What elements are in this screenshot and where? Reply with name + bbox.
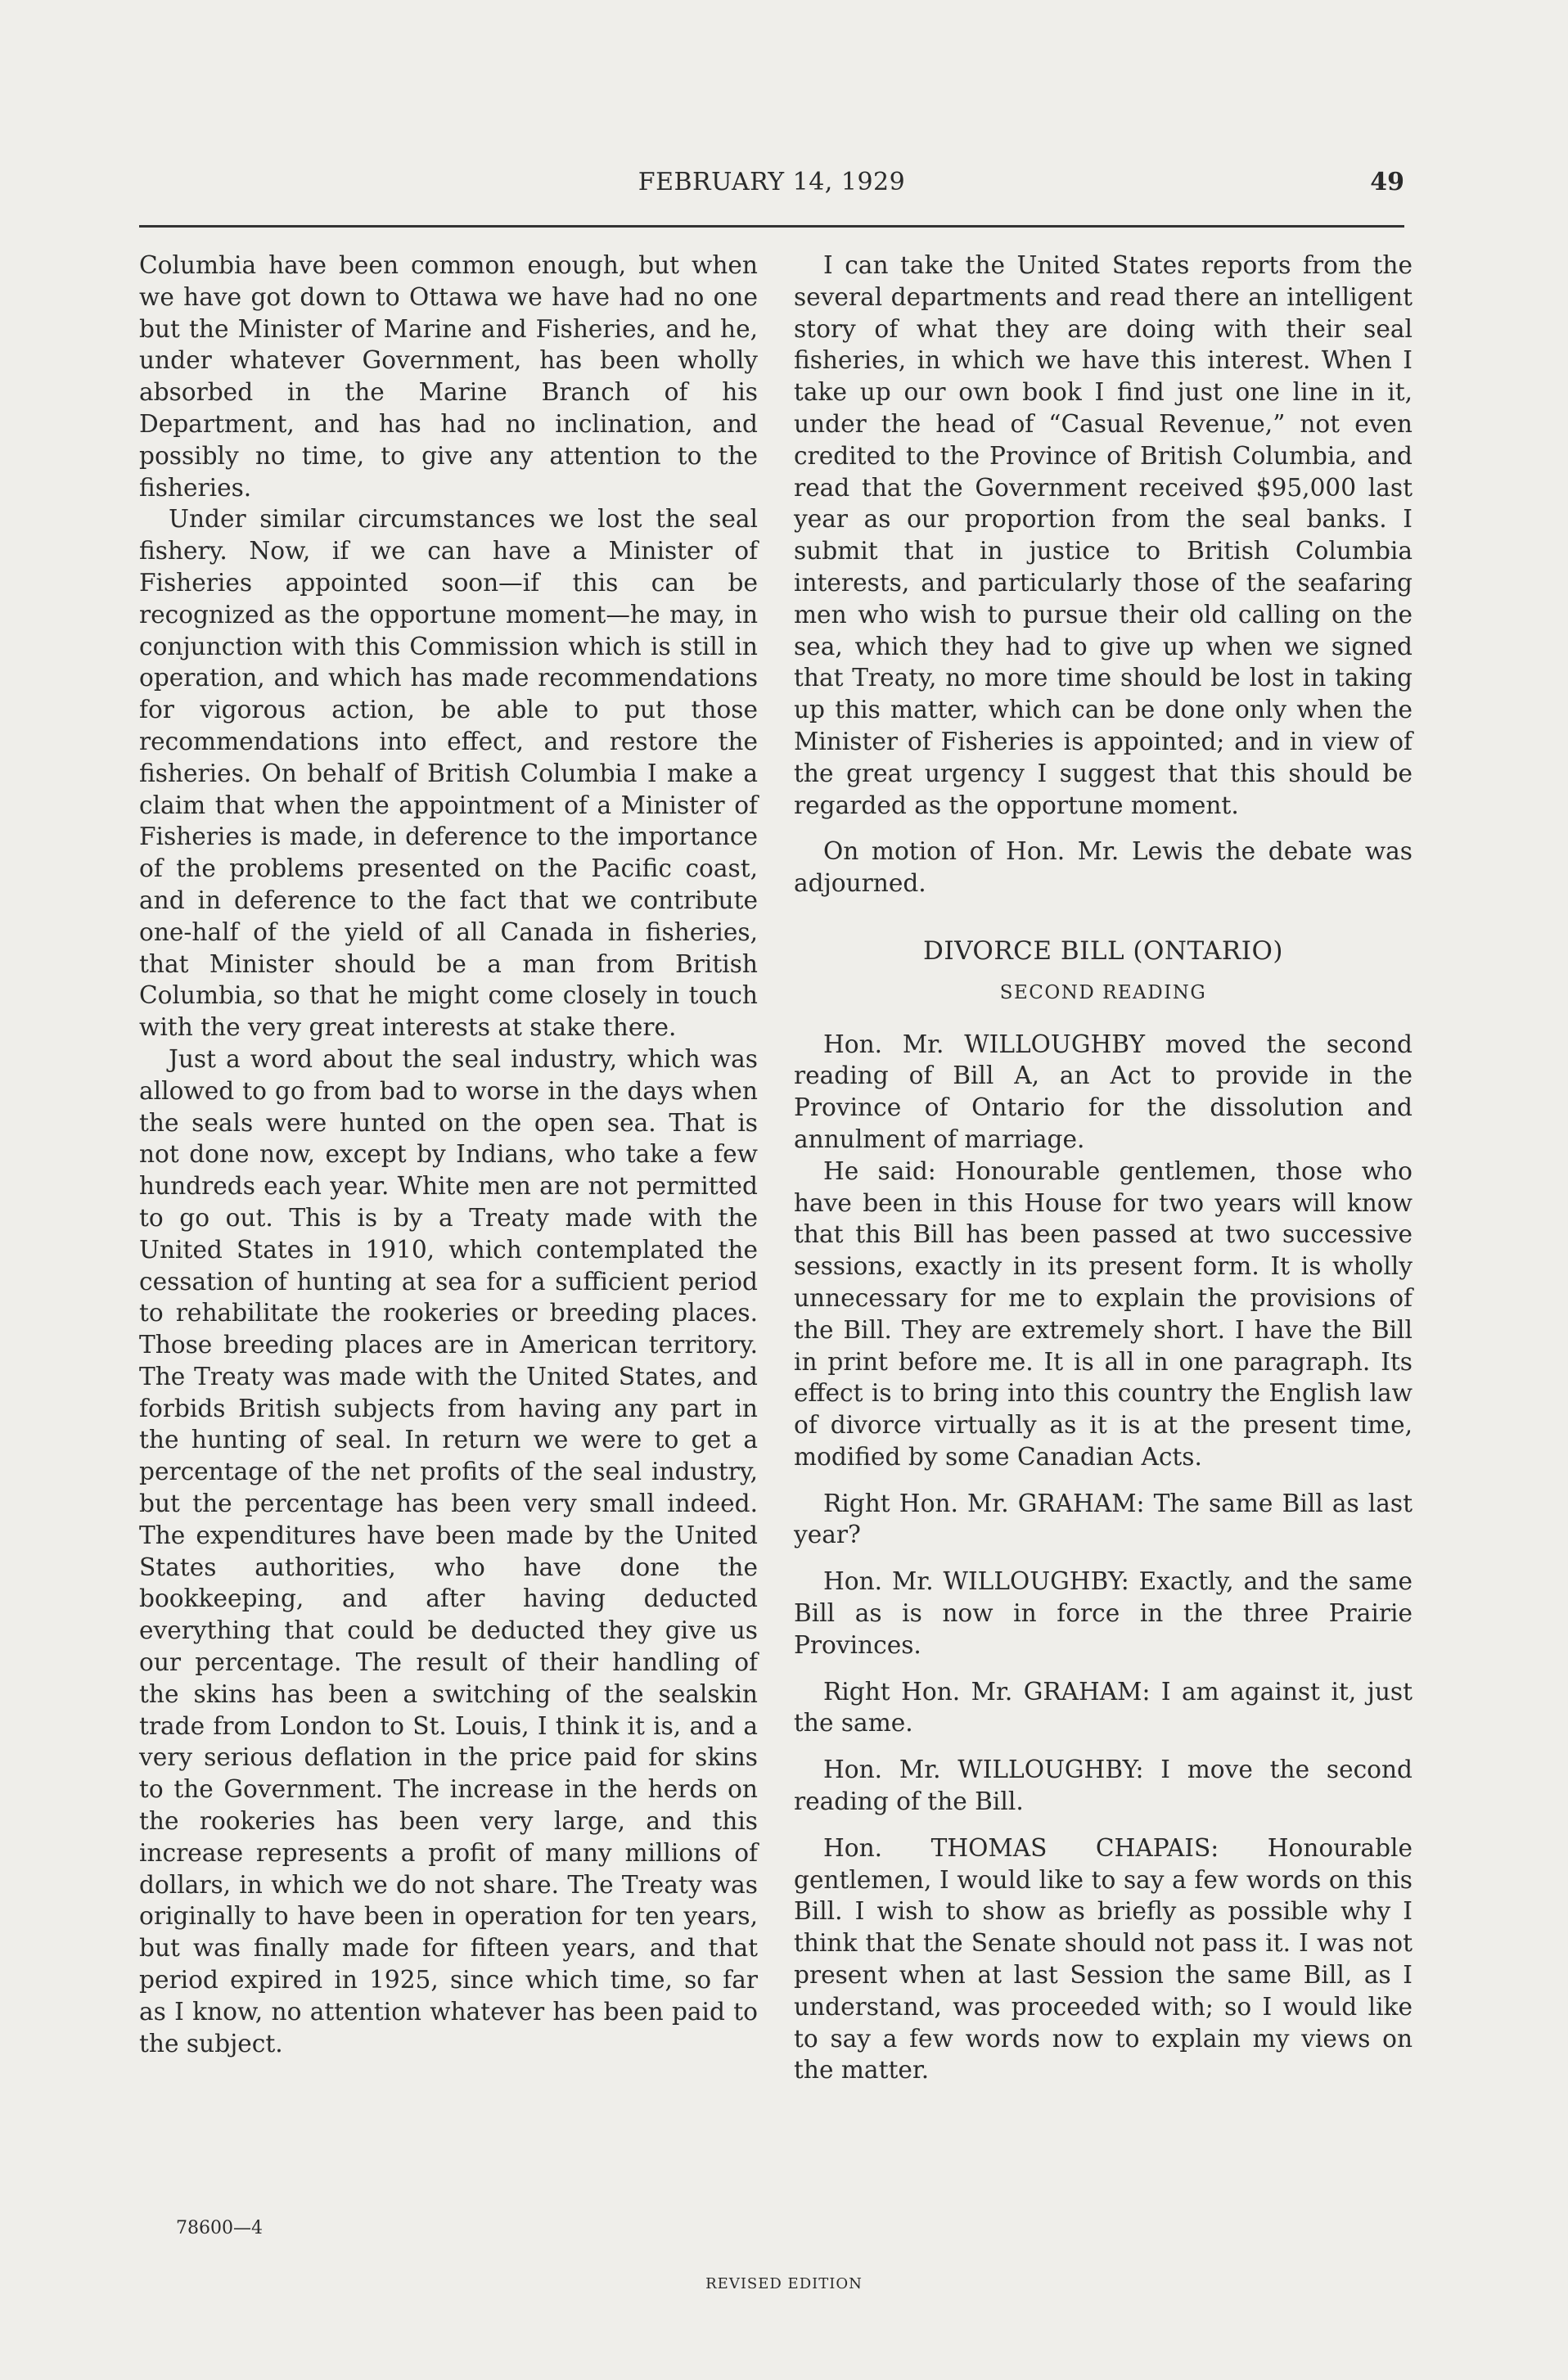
paragraph: Right Hon. Mr. GRAHAM: I am against it, just the same. <box>794 1677 1413 1738</box>
paragraph: Right Hon. Mr. GRAHAM: The same Bill as last year? <box>794 1489 1413 1549</box>
paragraph: Just a word about the seal industry, which was allowed to go from bad to worse in the days when the seals were hunted on the open sea. That is not done now, except by Indians, who take a few hundreds each year. White men are not permitted to go out. This is by a Treaty made with the United States in 1910, which contemplated the cessation of hunting at sea for a sufficient period to rehabilitate the rookeries or breeding places. Those breeding places are in American territory. The Treaty was made with the United States, and forbids British subjects from having any part in the hunting of seal. In return we were to get a percentage of the net profits of the seal industry, but the percentage has been very small indeed. The expenditures have been made by the United States authorities, who have done the bookkeeping, and after having deducted everything that could be deducted they give us our percentage. The result of their handling of the skins has been a switching of the sealskin trade from London to St. Louis, I think it is, and a very serious deflation in the price paid for skins to the Government. The increase in the herds on the rookeries has been very large, and this increase represents a profit of many millions of dollars, in which we do not share. The Treaty was originally to have been in operation for ten years, but was finally made for fifteen years, and that period expired in 1925, since which time, so far as I know, no attention whatever has been paid to the subject. <box>139 1044 758 2058</box>
paragraph: Under similar circumstances we lost the seal fishery. Now, if we can have a Minister of Fisheries appointed soon—if this can be recognized as the opportune moment—he may, in conjunction with this Commission which is still in operation, and which has made recommendations for vigorous action, be able to put those recommendations into effect, and restore the fisheries. On behalf of British Columbia I make a claim that when the appointment of a Minister of Fisheries is made, in deference to the importance of the problems presented on the Pacific coast, and in deference to the fact that we contribute one-half of the yield of all Canada in fisheries, that Minister should be a man from British Columbia, so that he might come closely in touch with the very great interests at stake there. <box>139 505 758 1042</box>
paragraph: He said: Honourable gentlemen, those who have been in this House for two years will know that this Bill has been passed at two successive sessions, exactly in its present form. It is wholly unnecessary for me to explain the provisions of the Bill. They are extremely short. I have the Bill in print before me. It is all in one paragraph. Its effect is to bring into this country the English law of divorce virtually as it is at the present time, modified by some Canadian Acts. <box>794 1156 1413 1471</box>
paragraph: Hon. Mr. WILLOUGHBY: I move the second reading of the Bill. <box>794 1756 1413 1816</box>
section-title: DIVORCE BILL (ONTARIO) <box>922 935 1284 966</box>
footer-code: 78600—4 <box>176 2218 263 2238</box>
right-column <box>794 250 1413 2086</box>
section-subtitle: SECOND READING <box>999 981 1207 1003</box>
paragraph: Columbia have been common enough, but when we have got down to Ottawa we have had no one but the Minister of Marine and Fisheries, and he, under whatever Government, has been wholly absorbed in the Marine Branch of his Department, and has had no inclination, and possibly no time, to give any attention to the fisheries. <box>139 251 758 502</box>
paragraph: Hon. THOMAS CHAPAIS: Honourable gentlemen, I would like to say a few words on this Bill. I wish to show as briefly as possible why I think that the Senate should not pass it. I was not present when at last Session the same Bill, as I understand, was proceeded with; so I would like to say a few words now to explain my views on the matter. <box>794 1833 1413 2085</box>
left-column <box>139 250 758 2059</box>
paragraph: Hon. Mr. WILLOUGHBY: Exactly, and the same Bill as is now in force in the three Prairie Provinces. <box>794 1567 1413 1659</box>
page-header <box>139 168 1404 209</box>
page-number: 49 <box>1370 168 1404 196</box>
paragraph: On motion of Hon. Mr. Lewis the debate was adjourned. <box>794 837 1413 898</box>
paragraph: Hon. Mr. WILLOUGHBY moved the second reading of Bill A, an Act to provide in the Province of Ontario for the dissolution and annulment of marriage. <box>794 1030 1413 1153</box>
header-date: FEBRUARY 14, 1929 <box>638 168 906 196</box>
header-rule <box>139 225 1404 228</box>
paragraph: I can take the United States reports from the several departments and read there an intelligent story of what they are doing with their seal fisheries, in which we have this interest. When I take up our own book I find just one line in it, under the head of “Casual Revenue,” not even credited to the Province of British Columbia, and read that the Government received $95,000 last year as our proportion from the seal banks. I submit that in justice to British Columbia interests, and particularly those of the seafaring men who wish to pursue their old calling on the sea, which they had to give up when we signed that Treaty, no more time should be lost in taking up this matter, which can be done only when the Minister of Fisheries is appointed; and in view of the great urgency I suggest that this should be regarded as the opportune moment. <box>794 251 1413 819</box>
footer-edition: REVISED EDITION <box>705 2275 863 2292</box>
